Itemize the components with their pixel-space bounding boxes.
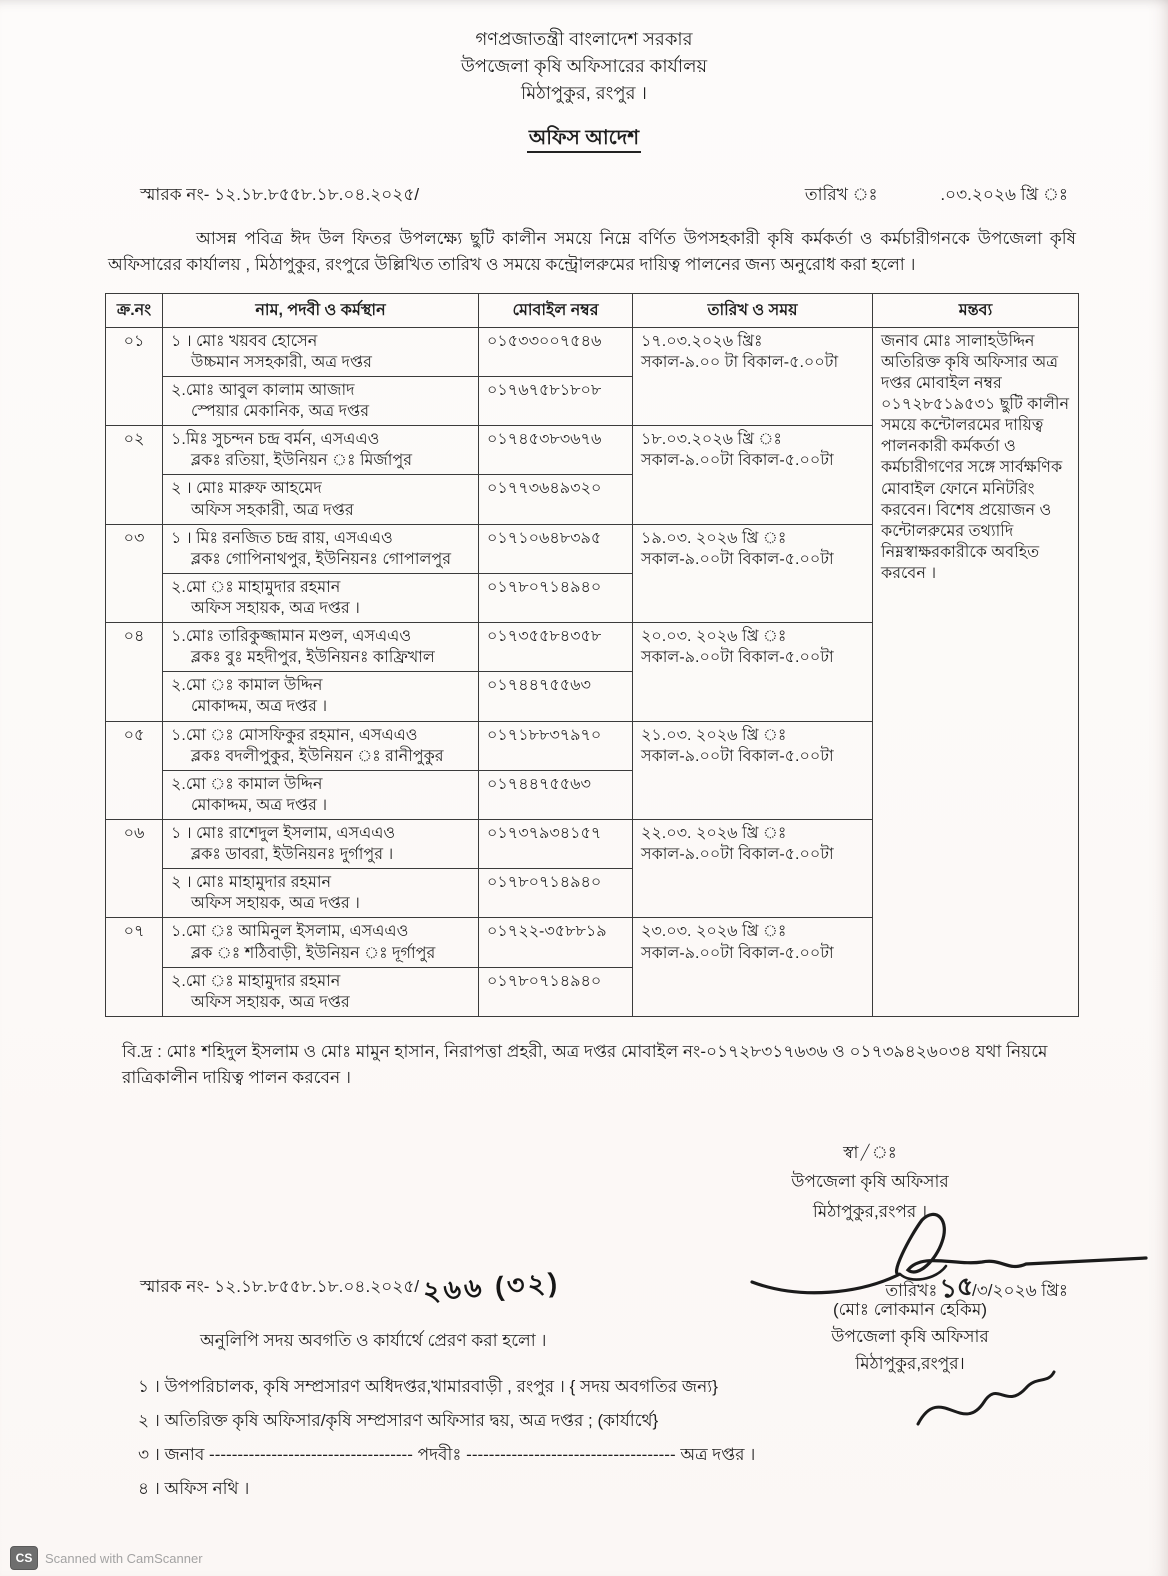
signatory-designation: উপজেলা কৃষি অফিসার	[831, 1327, 989, 1347]
datetime-cell: ২২.০৩. ২০২৬ খ্রি ঃ সকাল-৯.০০টা বিকাল-৫.০০টা	[633, 819, 873, 917]
serial-cell: ০৬	[106, 819, 163, 917]
government-name: গণপ্রজাতন্ত্রী বাংলাদেশ সরকার	[475, 29, 693, 49]
memo-date-value: .০৩.২০২৬ খ্রি ঃ	[940, 185, 1068, 204]
distribution-item: ১ । উপপরিচালক, কৃষি সম্প্রসারণ অধিদপ্তর,খামারবাড়ী , রংপুর । { সদয় অবগতির জন্য}	[138, 1376, 718, 1396]
person-cell: ১ । মোঃ খয়বব হোসেন উচ্চমান সসহকারী, অত্র দপ্তর	[163, 327, 479, 376]
serial-cell: ০১	[106, 327, 163, 425]
serial-cell: ০৫	[106, 721, 163, 819]
person-cell: ২.মো ঃ মাহামুদার রহমান অফিস সহায়ক, অত্র দপ্তর ।	[163, 573, 479, 622]
datetime-cell: ১৭.০৩.২০২৬ খ্রিঃ সকাল-৯.০০ টা বিকাল-৫.০০টা	[633, 327, 873, 425]
memo-number: স্মারক নং- ১২.১৮.৮৫৫৮.১৮.০৪.২০২৫/	[140, 185, 420, 204]
person-cell: ১.মো ঃ আমিনুল ইসলাম, এসএএও ব্লক ঃ শঠিবাড়ী, ইউনিয়ন ঃ দূর্গাপুর	[163, 918, 479, 967]
document-title: অফিস আদেশ	[0, 123, 1168, 156]
mobile-cell: ০১৭৪৪৭৫৫৬৩	[479, 770, 633, 819]
sd-designation: উপজেলা কৃষি অফিসার	[791, 1172, 949, 1192]
office-name: উপজেলা কৃষি অফিসারের কার্যালয়	[460, 56, 708, 76]
distribution-item: ৪ । অফিস নথি ।	[138, 1478, 250, 1498]
mobile-cell: ০১৫৩৩০০৭৫৪৬	[479, 327, 633, 376]
signature-ink	[750, 1208, 1150, 1308]
col-header-remarks: মন্তব্য	[873, 293, 1079, 327]
person-cell: ১ । মিঃ রনজিত চন্দ্র রায়, এসএএও ব্লকঃ গোপিনাথপুর, ইউনিয়নঃ গোপালপুর	[163, 524, 479, 573]
datetime-cell: ২৩.০৩. ২০২৬ খ্রি ঃ সকাল-৯.০০টা বিকাল-৫.০০টা	[633, 918, 873, 1016]
handwritten-date-day: ১৫	[938, 1270, 976, 1304]
signatory-location: মিঠাপুকুর,রংপুর।	[855, 1354, 965, 1374]
col-header-mobile: মোবাইল নম্বর	[479, 293, 633, 327]
person-cell: ১.মিঃ সুচন্দন চন্দ্র বর্মন, এসএএও ব্লকঃ রতিয়া, ইউনিয়ন ঃ মির্জাপুর	[163, 426, 479, 475]
table-row	[106, 327, 1079, 376]
col-header-datetime: তারিখ ও সময়	[633, 293, 873, 327]
mobile-cell: ০১৭৩৭৯৩৪১৫৭	[479, 819, 633, 868]
signature-ink	[910, 1362, 1060, 1442]
signatory-name: (মোঃ লোকমান হেকিম)	[832, 1300, 988, 1319]
table-header-row	[106, 293, 1079, 327]
signatory-block	[760, 1296, 1060, 1378]
memo2-date-label: তারিখঃ	[885, 1280, 938, 1300]
person-cell: ২.মোঃ আবুল কালাম আজাদ স্পেয়ার মেকানিক, অত্র দপ্তর	[163, 377, 479, 426]
mobile-cell: ০১৭৬৭৫৮১৮০৮	[479, 377, 633, 426]
memo2-date-value: /৩/২০২৬ খ্রিঃ	[971, 1280, 1068, 1300]
serial-cell: ০৭	[106, 918, 163, 1016]
remarks-cell: জনাব মোঃ সালাহউদ্দিন অতিরিক্ত কৃষি অফিসার অত্র দপ্তর মোবাইল নম্বর ০১৭২৮৫১৯৫৩১ ছুটি কালীন সময়ে কন্টোলরমের দায়িত্ব পালনকারী কর্মকর্তা ও কর্মচারীগণের সঙ্গে সার্বক্ষণিক মোবাইল ফোনে মনিটরিং করবেন। বিশেষ প্রয়োজন ও কন্টোলরুমের তথ্যাদি নিম্নস্বাক্ষরকারীকে অবহিত করবেন ।	[873, 327, 1079, 1016]
mobile-cell: ০১৭৮০৭১৪৯৪০	[479, 573, 633, 622]
serial-cell: ০২	[106, 426, 163, 524]
camscanner-watermark	[10, 1546, 203, 1570]
mobile-cell: ০১৭৮০৭১৪৯৪০	[479, 967, 633, 1016]
letterhead	[0, 0, 1168, 107]
mobile-cell: ০১৭৪৫৩৮৩৬৭৬	[479, 426, 633, 475]
person-cell: ১ । মোঃ রাশেদুল ইসলাম, এসএএও ব্লকঃ ডাবরা, ইউনিয়নঃ দুর্গাপুর ।	[163, 819, 479, 868]
mobile-cell: ০১৭৪৪৭৫৫৬৩	[479, 672, 633, 721]
person-cell: ১.মো ঃ মোসফিকুর রহমান, এসএএও ব্লকঃ বদলীপুকুর, ইউনিয়ন ঃ রানীপুকুর	[163, 721, 479, 770]
sd-label: স্বা/ঃ	[843, 1142, 897, 1162]
datetime-cell: ২০.০৩. ২০২৬ খ্রি ঃ সকাল-৯.০০টা বিকাল-৫.০০টা	[633, 623, 873, 721]
sd-location: মিঠাপুকুর,রংপর ।	[812, 1202, 928, 1222]
datetime-cell: ১৮.০৩.২০২৬ খ্রি ঃ সকাল-৯.০০টা বিকাল-৫.০০টা	[633, 426, 873, 524]
datetime-cell: ২১.০৩. ২০২৬ খ্রি ঃ সকাল-৯.০০টা বিকাল-৫.০০টা	[633, 721, 873, 819]
col-header-serial: ক্র.নং	[106, 293, 163, 327]
serial-cell: ০৩	[106, 524, 163, 622]
serial-cell: ০৪	[106, 623, 163, 721]
person-cell: ২ । মোঃ মাহামুদার রহমান অফিস সহায়ক, অত্র দপ্তর ।	[163, 869, 479, 918]
office-location: মিঠাপুকুর, রংপুর ।	[521, 83, 647, 103]
memo2-number: স্মারক নং- ১২.১৮.৮৫৫৮.১৮.০৪.২০২৫/ ২৬৬ (৩২)	[140, 1267, 560, 1312]
handwritten-issue-number: ২৬৬ (৩২)	[422, 1267, 562, 1307]
camscanner-text: Scanned with CamScanner	[45, 1550, 203, 1566]
distribution-item: ৩ । জনাব ------------------------------------ পদবীঃ ------------------------------------- অত্র দপ্তর ।	[138, 1444, 756, 1464]
camscanner-logo-icon: CS	[10, 1546, 38, 1570]
mobile-cell: ০১৭২২-৩৫৮৮১৯	[479, 918, 633, 967]
mobile-cell: ০১৭৩৫৫৮৪৩৫৮	[479, 623, 633, 672]
memo-line	[140, 182, 1068, 210]
person-cell: ২ । মোঃ মারুফ আহমেদ অফিস সহকারী, অত্র দপ্তর	[163, 475, 479, 524]
mobile-cell: ০১৭১৮৮৩৭৯৭০	[479, 721, 633, 770]
order-paragraph: আসন্ন পবিত্র ঈদ উল ফিতর উপলক্ষ্যে ছুটি কালীন সময়ে নিম্নে বর্ণিত উপসহকারী কৃষি কর্মকর্তা ও কর্মচারীগনকে উপজেলা কৃষি অফিসারের কার্যালয় , মিঠাপুকুর, রংপুরে উল্লিখিত তারিখ ও সময়ে কন্ট্রোলরুমের দায়িত্ব পালনের জন্য অনুরোধ করা হলো ।	[108, 229, 1076, 275]
mobile-cell: ০১৭৮০৭১৪৯৪০	[479, 869, 633, 918]
mobile-cell: ০১৭১০৬৪৮৩৯৫	[479, 524, 633, 573]
person-cell: ২.মো ঃ মাহামুদার রহমান অফিস সহায়ক, অত্র দপ্তর	[163, 967, 479, 1016]
datetime-cell: ১৯.০৩. ২০২৬ খ্রি ঃ সকাল-৯.০০টা বিকাল-৫.০০টা	[633, 524, 873, 622]
person-cell: ২.মো ঃ কামাল উদ্দিন মোকাদ্দম, অত্র দপ্তর ।	[163, 770, 479, 819]
copy-forward-line: অনুলিপি সদয় অবগতি ও কার্যার্থে প্রেরণ করা হলো ।	[200, 1330, 547, 1350]
memo-date-label: তারিখ ঃ	[804, 185, 878, 204]
mobile-cell: ০১৭৭৩৬৪৯৩২০	[479, 475, 633, 524]
person-cell: ১.মোঃ তারিকুজ্জামান মণ্ডল, এসএএও ব্লকঃ বুঃ মহদীপুর, ইউনিয়নঃ কাফ্রিখাল	[163, 623, 479, 672]
nb-note: বি.দ্র : মোঃ শহিদুল ইসলাম ও মোঃ মামুন হাসান, নিরাপত্তা প্রহরী, অত্র দপ্তর মোবাইল নং-০১৭২৮৩১৭৬৩৬ ও ০১৭৩৯৪২৬০৩৪ যথা নিয়মে রাত্রিকালীন দায়িত্ব পালন করবেন ।	[122, 1041, 1048, 1088]
col-header-name: নাম, পদবী ও কর্মস্থান	[163, 293, 479, 327]
duty-roster-table	[105, 293, 1079, 1017]
memo-date	[805, 182, 1068, 210]
person-cell: ২.মো ঃ কামাল উদ্দিন মোকাদ্দম, অত্র দপ্তর ।	[163, 672, 479, 721]
distribution-item: ২ । অতিরিক্ত কৃষি অফিসার/কৃষি সম্প্রসারণ অফিসার দ্বয়, অত্র দপ্তর ; (কার্যার্থে}	[138, 1410, 659, 1430]
